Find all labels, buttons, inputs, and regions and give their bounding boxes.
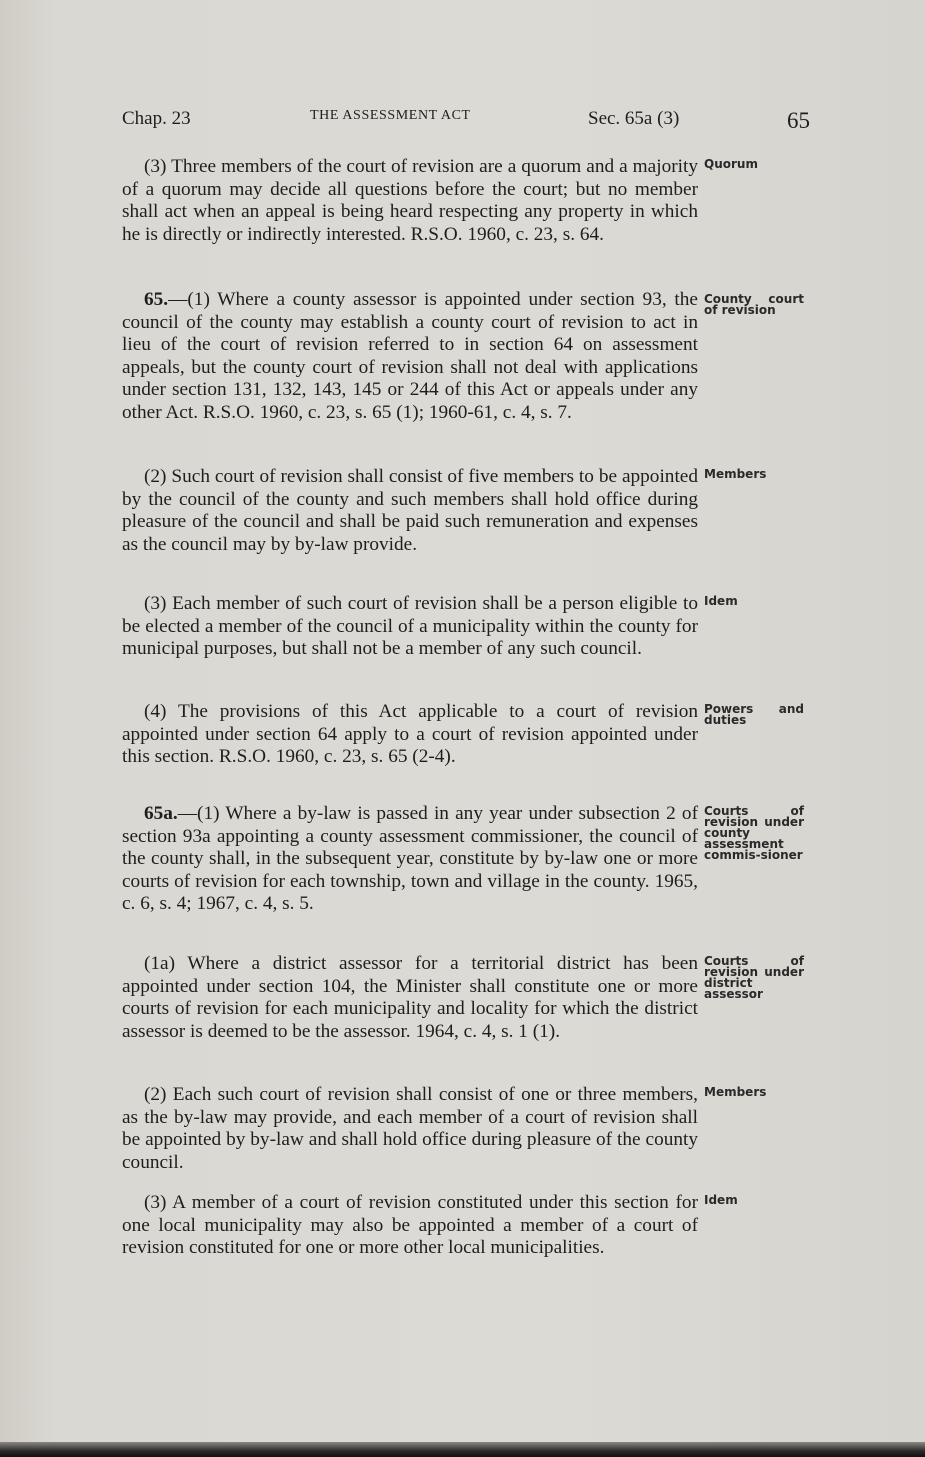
paragraph-quorum [122, 156, 758, 246]
paragraph-text: (3) A member of a court of revision constituted under this section for one local municipality may also be appointed a member of a court of revision constituted for one or more other local municipalities. [122, 1192, 698, 1259]
margin-note: Members [704, 467, 767, 481]
paragraph-text: (3) Each member of such court of revision shall be a person eligible to be elected a member of the council of a municipality within the county for municipal purposes, but shall not be a member of any such council. [122, 593, 698, 660]
margin-note: Idem [704, 594, 738, 608]
paragraph-section-65a-1a [122, 953, 804, 1043]
act-title: THE ASSESSMENT ACT [310, 108, 471, 123]
margin-note: Powers and duties [704, 702, 804, 727]
paragraph-section-65a-3 [122, 1192, 738, 1260]
paragraph-text: (2) Such court of revision shall consist of five members to be appointed by the council of the county and such members shall hold office during pleasure of the council and shall be paid such remuneration and expenses as the council may by by-law provide. [122, 466, 698, 555]
margin-note: Quorum [704, 157, 758, 171]
paragraph-text: —(1) Where a by-law is passed in any year under subsection 2 of section 93a appointing a county assessment commissioner, the council of the county shall, in the subsequent year, constitute by by-law one or more courts of revision for each township, town and village in the county. 1965, c. 6, s. 4; 1967, c. 4, s. 5. [122, 803, 698, 915]
running-header [122, 108, 832, 136]
margin-note: Idem [704, 1193, 738, 1207]
paragraph-section-65-4 [122, 701, 804, 769]
paragraph-text: (3) Three members of the court of revision are a quorum and a majority of a quorum may decide all questions before the court; but no member shall act when an appeal is being heard respecting any property in which he is directly or indirectly interested. R.S.O. 1960, c. 23, s. 64. [122, 156, 698, 245]
paragraph-section-65a-1 [122, 803, 804, 916]
paragraph-section-65-1 [122, 289, 804, 425]
section-reference: Sec. 65a (3) [588, 108, 680, 129]
margin-note: County court of revision [704, 292, 804, 317]
paragraph-section-65-3 [122, 593, 738, 661]
page-number: 65 [787, 108, 810, 133]
scan-bottom-edge [0, 1442, 925, 1457]
margin-note: Courts of revision under district assessor [704, 954, 804, 1001]
margin-note: Courts of revision under county assessment commis-sioner [704, 804, 804, 862]
paragraph-text: —(1) Where a county assessor is appointed under section 93, the council of the county may establish a county court of revision to act in lieu of the court of revision referred to in section 64 on assessment appeals, but the county court of revision shall not deal with applications under section 131, 132, 143, 145 or 244 of this Act or appeals under any other Act. R.S.O. 1960, c. 23, s. 65 (1); 1960-61, c. 4, s. 7. [122, 289, 698, 423]
paragraph-text: (1a) Where a district assessor for a territorial district has been appointed under section 104, the Minister shall constitute one or more courts of revision for each municipality and locality for which the district assessor is deemed to be the assessor. 1964, c. 4, s. 1 (1). [122, 953, 698, 1042]
section-number: 65. [144, 289, 169, 310]
chapter-label: Chap. 23 [122, 108, 191, 129]
paragraph-section-65-2 [122, 466, 767, 556]
paragraph-section-65a-2 [122, 1084, 767, 1174]
section-number: 65a. [144, 803, 178, 824]
paragraph-text: (2) Each such court of revision shall consist of one or three members, as the by-law may provide, and each member of a court of revision shall be appointed by by-law and shall hold office during pleasure of the county council. [122, 1084, 698, 1173]
margin-note: Members [704, 1085, 767, 1099]
paragraph-text: (4) The provisions of this Act applicable to a court of revision appointed under section 64 apply to a court of revision appointed under this section. R.S.O. 1960, c. 23, s. 65 (2-4). [122, 701, 698, 768]
